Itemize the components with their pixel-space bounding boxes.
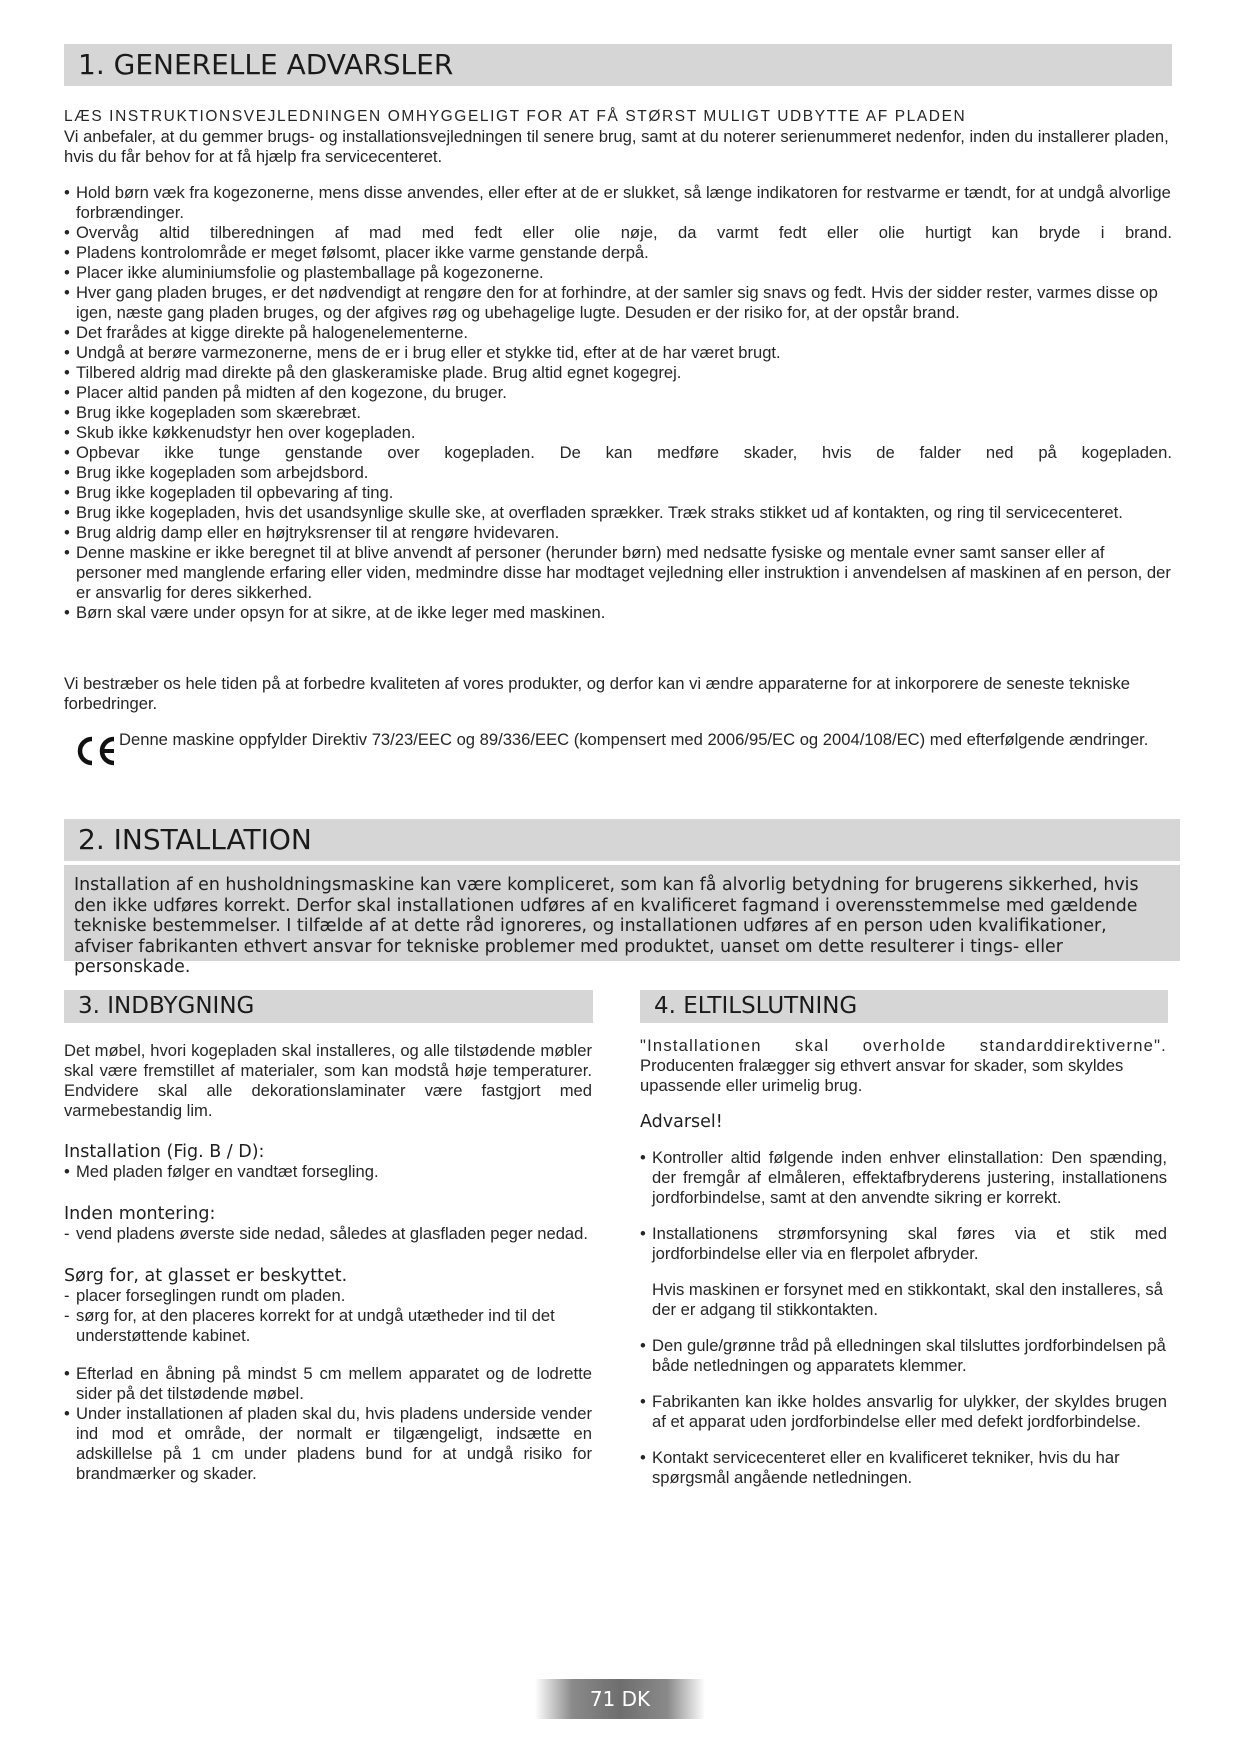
installation-fig-heading: Installation (Fig. B / D): (64, 1142, 265, 1162)
list-item: • Tilbered aldrig mad direkte på den glaskeramiske plade. Brug altid egnet kogegrej. (64, 363, 1172, 383)
section-1-header (64, 44, 1172, 86)
installation-warning-text: Installation af en husholdningsmaskine kan være kompliceret, som kan få alvorlig betydning for brugerens sikkerhed, hvis den ikke udføres korrekt. Derfor skal installationen udføres af en kvalificeret fagmand i overensstemmelse med gældende tekniske bestemmelser. I tilfælde af at dette råd ignoreres, og installationen udføres af en person uden kvalifikationer, afviser fabrikanten ethvert ansvar for tekniske problemer med produktet, uanset om dette resulterer i tings- eller personskade. (74, 875, 1139, 977)
section-1-intro: Vi anbefaler, at du gemmer brugs- og installationsvejledningen til senere brug, samt at du noterer serienummeret nedenfor, inden du installerer pladen, hvis du får behov for at få hjælp fra servicecenteret. (64, 127, 1169, 166)
list-item: • Kontroller altid følgende inden enhver elinstallation: Den spænding, der fremgår af elmåleren, effektafbryderens justering, installationens jordforbindelse, samt at den anvendte sikring er korrekt. (640, 1148, 1167, 1208)
list-item: • Placer altid panden på midten af den kogezone, du bruger. (64, 383, 1172, 403)
ce-declaration: Denne maskine oppfylder Direktiv 73/23/EEC og 89/336/EEC (kompensert med 2006/95/EC og 2004/108/EC) med efterfølgende ændringer. (119, 730, 1149, 749)
section-4-title: 4. ELTILSLUTNING (654, 993, 858, 1019)
list-item: • Børn skal være under opsyn for at sikre, at de ikke leger med maskinen. (64, 603, 1172, 623)
list-item: • Placer ikke aluminiumsfolie og plastemballage på kogezonerne. (64, 263, 1172, 283)
section-1-closing: Vi bestræber os hele tiden på at forbedre kvaliteten af vores produkter, og derfor kan vi ændre apparaterne for at inkorporere de seneste tekniske forbedringer. (64, 674, 1131, 713)
list-item: • Brug ikke kogepladen som arbejdsbord. (64, 463, 1172, 483)
list-item: • Brug ikke kogepladen som skærebræt. (64, 403, 1172, 423)
section-3-title: 3. INDBYGNING (78, 993, 255, 1019)
glass-protect-heading: Sørg for, at glasset er beskyttet. (64, 1266, 348, 1286)
list-item: • Installationens strømforsyning skal føres via et stik med jordforbindelse eller via en flerpolet afbryder. (640, 1224, 1167, 1264)
before-mounting-heading: Inden montering: (64, 1204, 216, 1224)
page-number: 71 DK (589, 1687, 651, 1711)
section-4-intro-line: "Installationen skal overholde standarddirektiverne". (640, 1036, 1167, 1055)
ce-mark-icon (72, 733, 120, 769)
list-item: • Hold børn væk fra kogezonerne, mens disse anvendes, eller efter at de er slukket, så længe indikatoren for restvarme er tændt, for at undgå alvorlige forbrændinger. (64, 183, 1172, 223)
warning-heading: Advarsel! (640, 1112, 723, 1132)
list-item: • Fabrikanten kan ikke holdes ansvarlig for ulykker, der skyldes brugen af et apparat uden jordforbindelse eller med defekt jordforbindelse. (640, 1392, 1167, 1432)
list-item: • Undgå at berøre varmezonerne, mens de er i brug eller et stykke tid, efter at de har været brugt. (64, 343, 1172, 363)
socket-note: Hvis maskinen er forsynet med en stikkontakt, skal den installeres, så der er adgang til stikkontakten. (652, 1280, 1163, 1319)
ce-logo-text: CE (72, 733, 74, 734)
list-item: • Brug ikke kogepladen til opbevaring af ting. (64, 483, 1172, 503)
section-4-bullet-list (640, 1148, 1167, 1264)
glass-protect-list (64, 1286, 592, 1346)
list-item: • Under installationen af pladen skal du, hvis pladens underside vender ind mod et område, der normalt er tilgængeligt, indsætte en adskillelse på 1 cm under pladens bund for at undgå risiko for brandmærker og skader. (64, 1404, 592, 1484)
section-4-body (640, 1036, 1167, 1488)
section-2-title: 2. INSTALLATION (78, 823, 312, 856)
page-number-badge (535, 1679, 705, 1719)
section-2-header (64, 819, 1180, 861)
list-item: • Denne maskine er ikke beregnet til at blive anvendt af personer (herunder børn) med nedsatte fysiske og mentale evner samt sanser eller af personer med manglende erfaring eller viden, medmindre disse har modtaget vejledning eller instruktion i anvendelsen af maskinen af en person, der er ansvarlig for deres sikkerhed. (64, 543, 1172, 603)
list-item: - vend pladens øverste side nedad, således at glasfladen peger nedad. (64, 1224, 592, 1244)
list-item: • Opbevar ikke tunge genstande over kogepladen. De kan medføre skader, hvis de falder ned på kogepladen. (64, 443, 1172, 463)
list-item: • Brug ikke kogepladen, hvis det usandsynlige skulle ske, at overfladen sprækker. Træk straks stikket ud af kontakten, og ring til servicecenteret. (64, 503, 1172, 523)
section-1-intro-block (64, 107, 1172, 167)
installation-warning-box (64, 865, 1180, 977)
before-mounting-list (64, 1224, 592, 1244)
installation-fig-list (64, 1162, 592, 1182)
section-1-bullet-list (64, 183, 1172, 623)
list-item: • Hver gang pladen bruges, er det nødvendigt at rengøre den for at forhindre, at der samler sig snavs og fedt. Hvis der sidder rester, varmes disse op igen, næste gang pladen bruges, og der afgives røg og ubehagelige lugte. Desuden er der risiko for, at der opstår brand. (64, 283, 1172, 323)
section-3-header (64, 990, 593, 1023)
section-3-intro: Det møbel, hvori kogepladen skal installeres, og alle tilstødende møbler skal være fremstillet af materialer, som kan modstå høje temperaturer. Endvidere skal alle dekorationslaminater være fastgjort med varmebestandig lim. (64, 1041, 592, 1120)
list-item: • Kontakt servicecenteret eller en kvalificeret tekniker, hvis du har spørgsmål angående netledningen. (640, 1448, 1167, 1488)
list-item: • Det frarådes at kigge direkte på halogenelementerne. (64, 323, 1172, 343)
list-item: • Efterlad en åbning på mindst 5 cm mellem apparatet og de lodrette sider på det tilstødende møbel. (64, 1364, 592, 1404)
section-3-bullet-list (64, 1364, 592, 1484)
section-4-bullet-list-2 (640, 1336, 1167, 1488)
section-3-body (64, 1041, 592, 1484)
section-4-header (640, 990, 1168, 1023)
list-item: • Pladens kontrolområde er meget følsomt, placer ikke varme genstande derpå. (64, 243, 1172, 263)
list-item: • Med pladen følger en vandtæt forsegling. (64, 1162, 592, 1182)
list-item: • Brug aldrig damp eller en højtryksrenser til at rengøre hvidevaren. (64, 523, 1172, 543)
list-item: • Overvåg altid tilberedningen af mad med fedt eller olie nøje, da varmt fedt eller olie hurtigt kan bryde i brand. (64, 223, 1172, 243)
list-item: • Skub ikke køkkenudstyr hen over kogepladen. (64, 423, 1172, 443)
section-1-caps-heading: LÆS INSTRUKTIONSVEJLEDNINGEN OMHYGGELIGT FOR AT FÅ STØRST MULIGT UDBYTTE AF PLADEN (64, 108, 967, 125)
section-1-title: 1. GENERELLE ADVARSLER (78, 48, 454, 81)
list-item: - placer forseglingen rundt om pladen. (64, 1286, 592, 1306)
list-item: • Den gule/grønne tråd på elledningen skal tilsluttes jordforbindelsen på både netledningen og apparatets klemmer. (640, 1336, 1167, 1376)
section-4-intro: Producenten fralægger sig ethvert ansvar for skader, som skyldes upassende eller urimelig brug. (640, 1056, 1124, 1095)
list-item: - sørg for, at den placeres korrekt for at undgå utætheder ind til det understøttende kabinet. (64, 1306, 592, 1346)
